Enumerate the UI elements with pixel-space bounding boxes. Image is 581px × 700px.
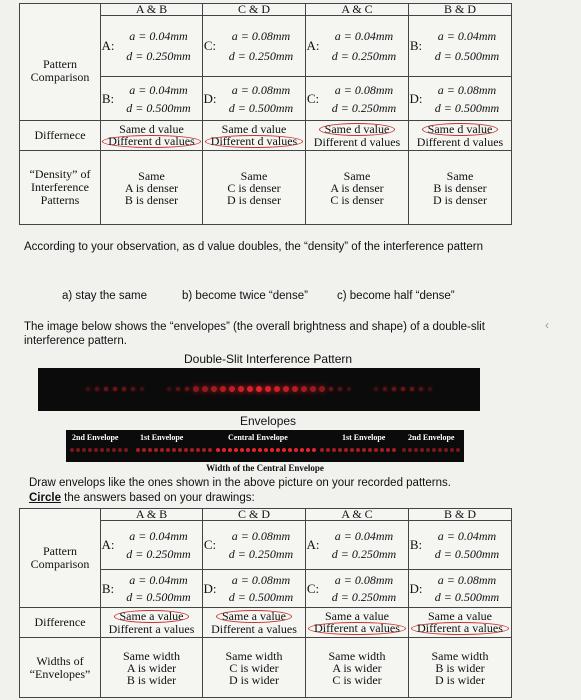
envelope-dot: [208, 448, 212, 452]
fringe-dot: [310, 386, 316, 392]
envelope-dot: [222, 448, 226, 452]
envelope-dot: [82, 448, 86, 452]
fringe-dot: [167, 387, 171, 391]
option-c[interactable]: c) become half “dense”: [337, 290, 455, 302]
envelope-dot: [202, 448, 206, 452]
envelope-dot: [252, 448, 256, 452]
t2-difference-label: Difference: [20, 608, 101, 638]
envelope-dot: [112, 448, 116, 452]
envelope-dot: [444, 448, 448, 452]
envelope-dot: [288, 448, 292, 452]
fringe-dot: [176, 387, 180, 391]
density-question: According to your observation, as d value doubles, the “density” of the interference pattern: [24, 241, 483, 253]
fringe-dot: [220, 386, 226, 392]
envelope-dot: [70, 448, 74, 452]
density-label: “Density” of Interference Patterns: [20, 151, 101, 225]
envelope-dot: [136, 448, 140, 452]
envelope-dot: [374, 448, 378, 452]
option-a[interactable]: a) stay the same: [62, 290, 148, 302]
circled-answer[interactable]: Different d values: [205, 135, 303, 148]
fringe-dot: [185, 387, 189, 391]
circled-answer[interactable]: Same d value: [422, 123, 499, 136]
fringe-dot: [86, 387, 90, 391]
t1-ab-pair2: B: a = 0.04mm d = 0.500mm: [101, 77, 203, 121]
envelope-dot: [338, 448, 342, 452]
envelope-intro: The image below shows the “envelopes” (the overall brightness and shape) of a double-slit interference pattern.: [24, 321, 485, 347]
envelope-dot: [402, 448, 406, 452]
t2-widths-label: Widths of “Envelopes”: [20, 638, 101, 698]
envelope-dot: [228, 448, 232, 452]
circle-instruction: Circle the answers based on your drawings:: [29, 492, 255, 504]
envelope-dot: [312, 448, 316, 452]
t1-cd-pair2: D: a = 0.08mm d = 0.500mm: [203, 77, 306, 121]
t2-header-bd: B & D: [409, 509, 511, 521]
t1-cd-density: Same C is denser D is denser: [203, 151, 306, 225]
fringe-dot: [238, 386, 244, 392]
difference-label: Differnece: [20, 121, 101, 151]
t1-header-ac: A & C: [306, 4, 408, 16]
envelope-label-central: Central Envelope: [228, 433, 288, 442]
density-comparison-table: [19, 3, 512, 225]
fringe-dot: [229, 386, 235, 392]
fringe-dot: [202, 386, 208, 392]
envelope-dot: [118, 448, 122, 452]
envelope-dot: [178, 448, 182, 452]
envelope-dot: [216, 448, 220, 452]
envelope-dot: [246, 448, 250, 452]
fringe-dot: [338, 387, 342, 391]
double-slit-pattern-image: [38, 368, 480, 411]
circled-answer[interactable]: Different a values: [411, 622, 509, 635]
envelope-dot: [326, 448, 330, 452]
fringe-dot: [428, 387, 432, 391]
envelope-dot: [234, 448, 238, 452]
fringe-dot: [122, 387, 126, 391]
t1-ac-difference: Same d value Different d values: [306, 121, 409, 151]
envelope-dot: [184, 448, 188, 452]
fringe-dot: [113, 387, 117, 391]
circled-answer[interactable]: Same d value: [319, 123, 396, 136]
envelope-dot: [166, 448, 170, 452]
t1-header-cd: C & D: [203, 4, 305, 16]
envelope-dot: [258, 448, 262, 452]
circled-answer[interactable]: Same a value: [114, 610, 190, 623]
fringe-dot: [319, 386, 325, 392]
t1-bd-pair1: B & D B: a = 0.04mm d = 0.500mm: [409, 4, 512, 77]
t1-ac-pair2: C: a = 0.08mm d = 0.250mm: [306, 77, 409, 121]
t2-pattern-label: Pattern Comparison: [20, 509, 101, 608]
fringe-dot: [256, 386, 262, 392]
envelope-dot: [76, 448, 80, 452]
envelope-dot: [154, 448, 158, 452]
pattern-comparison-label: Pattern Comparison: [20, 4, 101, 121]
fringe-dot: [95, 387, 99, 391]
t2-header-cd: C & D: [203, 509, 305, 521]
t2-header-ac: A & C: [306, 509, 408, 521]
t1-ab-difference: Same d value Different d values: [101, 121, 203, 151]
envelope-dot: [380, 448, 384, 452]
envelope-dot: [426, 448, 430, 452]
figure-title-double-slit: Double-Slit Interference Pattern: [184, 352, 353, 366]
envelope-dot: [190, 448, 194, 452]
envelope-dot: [332, 448, 336, 452]
fringe-dot: [140, 387, 144, 391]
fringe-dot: [329, 387, 333, 391]
t1-bd-pair2: D: a = 0.08mm d = 0.500mm: [409, 77, 512, 121]
envelope-dot: [408, 448, 412, 452]
t1-bd-density: Same B is denser D is denser: [409, 151, 512, 225]
t1-bd-difference: Same d value Different d values: [409, 121, 512, 151]
circled-answer[interactable]: Same a value: [216, 610, 292, 623]
fringe-dot: [265, 386, 271, 392]
envelope-width-table: Pattern Comparison A & B A: a = 0.04mm d = 0.250mm C & D C: a = 0.08mm d = 0.250mm A & C A: a = 0.04mm d = 0.250mm B & D B: a = 0.04mm d = 0.500mm B: a = 0.04mm d = 0.500mm D: a = 0.08mm d = 0.500mm C: a = 0.08mm d = 0.250mm D: a = 0.08mm d = 0.500mm Difference Same a value Different a values Same a value Different a values Same a value Different a values Same a value Different a values Widths of “Envelopes” Same width A is wider B is wider Same width C is wider D is wider Same width A is wider C is wider Same width B is wider D is wider: [19, 508, 512, 698]
envelope-label-2nd-right: 2nd Envelope: [408, 433, 455, 442]
envelope-dot: [414, 448, 418, 452]
t2-header-ab: A & B: [101, 509, 202, 521]
envelope-dot: [124, 448, 128, 452]
envelope-dot: [438, 448, 442, 452]
chevron-mark-icon: ‹: [545, 318, 549, 332]
envelope-dot: [350, 448, 354, 452]
envelope-dot: [172, 448, 176, 452]
fringe-dot: [383, 387, 387, 391]
envelope-dot: [282, 448, 286, 452]
fringe-dot: [374, 387, 378, 391]
envelope-dot: [196, 448, 200, 452]
fringe-dot: [247, 386, 253, 392]
circled-answer[interactable]: Different d values: [102, 135, 200, 148]
envelope-dot: [432, 448, 436, 452]
envelope-dot: [294, 448, 298, 452]
envelope-dot: [306, 448, 310, 452]
envelope-dot: [450, 448, 454, 452]
envelope-dot: [392, 448, 396, 452]
envelopes-image: [66, 430, 464, 462]
envelope-dot: [420, 448, 424, 452]
envelope-dot: [240, 448, 244, 452]
envelope-dot: [276, 448, 280, 452]
option-b[interactable]: b) become twice “dense”: [182, 290, 308, 302]
t1-ac-pair1: A & C A: a = 0.04mm d = 0.250mm: [306, 4, 409, 77]
envelope-dot: [270, 448, 274, 452]
draw-instruction: Draw envelops like the ones shown in the above picture on your recorded patterns.: [29, 477, 451, 489]
envelope-dot: [142, 448, 146, 452]
envelope-dot: [362, 448, 366, 452]
envelope-label-2nd-left: 2nd Envelope: [72, 433, 119, 442]
envelope-dot: [320, 448, 324, 452]
envelope-dot: [344, 448, 348, 452]
envelope-dot: [106, 448, 110, 452]
figure-title-envelopes: Envelopes: [240, 414, 297, 428]
envelope-dot: [94, 448, 98, 452]
t1-ab-pair1: A & B A: a = 0.04mm d = 0.250mm: [101, 4, 203, 77]
envelope-dot: [356, 448, 360, 452]
fringe-dot: [292, 386, 298, 392]
t1-cd-difference: Same d value Different d values: [203, 121, 306, 151]
fringe-dot: [419, 387, 423, 391]
fringe-dot: [283, 386, 289, 392]
fringe-dot: [347, 387, 351, 391]
fringe-dot: [211, 386, 217, 392]
t1-header-ab: A & B: [101, 4, 202, 16]
t1-ac-density: Same A is denser C is denser: [306, 151, 409, 225]
fringe-dot: [104, 387, 108, 391]
envelope-label-1st-right: 1st Envelope: [342, 433, 386, 442]
t1-cd-pair1: C & D C: a = 0.08mm d = 0.250mm: [203, 4, 306, 77]
envelope-dot: [160, 448, 164, 452]
envelope-dot: [88, 448, 92, 452]
t1-header-bd: B & D: [409, 4, 511, 16]
envelope-dot: [368, 448, 372, 452]
fringe-dot: [193, 386, 199, 392]
envelope-dot: [456, 448, 460, 452]
circled-answer[interactable]: Different a values: [308, 622, 406, 635]
envelope-dot: [148, 448, 152, 452]
envelope-dot: [264, 448, 268, 452]
t1-ab-density: Same A is denser B is denser: [101, 151, 203, 225]
fringe-dot: [401, 387, 405, 391]
fringe-dot: [392, 387, 396, 391]
central-width-caption: Width of the Central Envelope: [206, 463, 324, 473]
fringe-dot: [131, 387, 135, 391]
envelope-dot: [386, 448, 390, 452]
fringe-dot: [301, 386, 307, 392]
fringe-dot: [274, 386, 280, 392]
envelope-dot: [100, 448, 104, 452]
envelope-dot: [300, 448, 304, 452]
fringe-dot: [410, 387, 414, 391]
envelope-label-1st-left: 1st Envelope: [140, 433, 184, 442]
